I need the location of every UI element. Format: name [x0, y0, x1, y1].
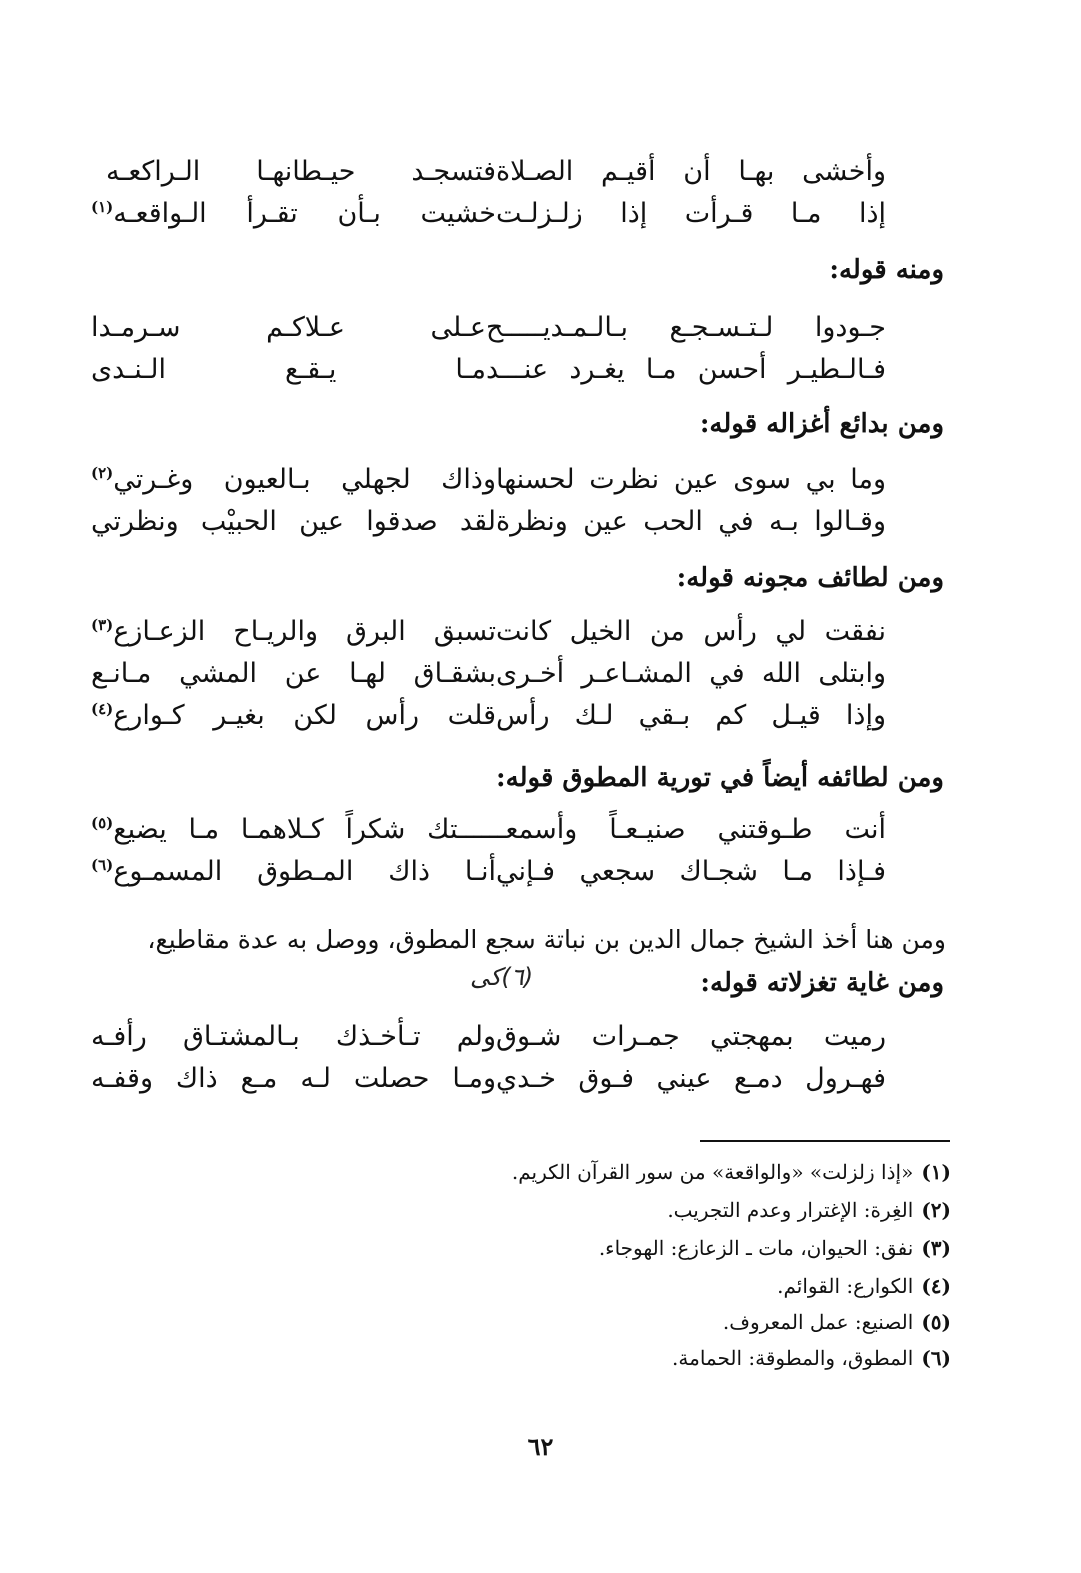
verse-second-hemistich: لقد صدقوا عين الحبيْب ونظرتي [91, 506, 496, 537]
footnote-ref: (٥) [91, 814, 114, 832]
verse-line [0, 348, 1081, 392]
verse-first-hemistich: رميت بمهجتي جمـرات شـوق [496, 1021, 886, 1052]
verse-second-hemistich: ـتك شكراً كـلاهمـا مـا يضيع$^{(٥)}$ [91, 814, 466, 845]
verse-line [0, 500, 1081, 544]
page-number: ٦٢ [527, 1432, 554, 1461]
verse-line [0, 652, 1081, 696]
verse-first-hemistich: فهـرول دمـع عيني فـوق خـدي [496, 1063, 886, 1094]
section-intro: ومن لطائفه أيضاً في تورية المطوق قوله: [496, 763, 944, 793]
verse-line [0, 192, 1081, 236]
footnote-text: «إذا زلزلت» «والواقعة» من سور القرآن الكريم. [511, 1160, 914, 1184]
section-intro: ومنه قوله: [829, 255, 944, 285]
footnote [672, 1342, 951, 1374]
verse-first-hemistich: وأخشى بهـا أن أقيـم الصـلاة [496, 156, 886, 187]
verse-second-hemistich: فتسجـد حيـطانهـا الـراكعـه [106, 156, 496, 187]
verse-second-hemistich: ومـا حصلت لـه مـع ذاك وقفـه [91, 1063, 496, 1094]
verse-line [0, 458, 1081, 502]
footnote-text: الصنيع: عمل المعروف. [722, 1310, 914, 1334]
verse-first-hemistich: وابتلى الله في المشـاعـر أخـرى [496, 658, 886, 689]
verse-line [0, 694, 1081, 738]
footnote-number: (٣) [921, 1236, 951, 1260]
verse-second-hemistich: وذاك لجهلي بـالعيون وغـرتي$^{(٢)}$ [91, 464, 496, 495]
footnote [599, 1232, 951, 1264]
verse-second-hemistich: خشيت بـأن تقـرأ الـواقعـه$^{(١)}$ [91, 198, 496, 229]
footnote [512, 1156, 951, 1188]
verse-second-hemistich: تسبق البرق والريـاح الزعـازع$^{(٣)}$ [91, 616, 496, 647]
verse-line [0, 150, 1081, 194]
footnote [723, 1306, 951, 1338]
verse-second-hemistich: أنـا ذاك المـطوق المسمـوع$^{(٦)}$ [91, 856, 496, 887]
footnote-text: الغِرة: الإغترار وعدم التجريب. [667, 1198, 914, 1222]
section-intro: ومن غاية تغزلاته قوله: [700, 968, 944, 998]
footnote-ref: (٦) [91, 856, 114, 874]
prose-line: ومن هنا أخذ الشيخ جمال الدين بن نباتة سجع المطوق، ووصل به عدة مقاطيع، [147, 925, 946, 954]
footnote-text: الكوارع: القوائم. [777, 1274, 914, 1298]
verse-second-hemistich: قلت رأس لكن بغيـر كـوارع$^{(٤)}$ [91, 700, 496, 731]
footnote-number: (١) [921, 1160, 951, 1184]
verse-first-hemistich: فـإذا مـا شجـاك سجعي فـإني [496, 856, 886, 887]
footnote [777, 1270, 951, 1302]
verse-line [0, 808, 1081, 852]
verse-first-hemistich: جـودوا لـتـسـجـع بـالـمـديـــــح [486, 312, 886, 343]
footnote-separator [700, 1140, 950, 1142]
verse-first-hemistich: وما بي سوى عين نظرت لحسنها [496, 464, 886, 495]
verse-first-hemistich: أنت طـوقتني صنيـعـاً وأسمعـــــ [466, 814, 886, 845]
footnote-text: نفق: الحيوان، مات ـ الزعازع: الهوجاء. [598, 1236, 914, 1260]
footnote-ref: (٣) [91, 616, 114, 634]
verse-line [0, 306, 1081, 350]
footnote-ref: (١) [91, 198, 114, 216]
verse-line [0, 1057, 1081, 1101]
verse-second-hemistich: ولم تـأخـذك بـالمشتـاق رأفـه [91, 1021, 496, 1052]
verse-first-hemistich: نفقت لي رأس من الخيل كانت [496, 616, 886, 647]
verse-line [0, 610, 1081, 654]
footnote-number: (٥) [921, 1310, 951, 1334]
section-intro: ومن بدائع أغزاله قوله: [699, 409, 944, 439]
verse-first-hemistich: وإذا قيـل كم بـقي لـك رأس [496, 700, 886, 731]
verse-second-hemistich: بشقـاق لهـا عن المشي مـانـع [91, 658, 496, 689]
verse-line [0, 1015, 1081, 1059]
verse-second-hemistich: عـلى عـلاكـم سـرمـدا [91, 312, 486, 343]
verse-first-hemistich: وقـالوا بـه في الحب عين ونظرة [496, 506, 886, 537]
footnote-ref: (٤) [91, 700, 114, 718]
section-intro: ومن لطائف مجونه قوله: [676, 563, 944, 593]
footnote-number: (٤) [921, 1274, 951, 1298]
footnote-ref: (٢) [91, 464, 114, 482]
verse-second-hemistich: مـا يـقـع الـنـدى [91, 354, 486, 385]
verse-first-hemistich: فـالـطيـر أحسن مـا يغـرد عنـــد [486, 354, 886, 385]
verse-first-hemistich: إذا مـا قـرأت إذا زلـزلـت [496, 198, 886, 229]
footnote-number: (٦) [921, 1346, 951, 1370]
footnote [667, 1194, 951, 1226]
handwritten-annotation: (٦)كى [470, 963, 534, 991]
footnote-text: المطوق، والمطوقة: الحمامة. [672, 1346, 914, 1370]
footnote-number: (٢) [921, 1198, 951, 1222]
verse-line [0, 850, 1081, 894]
